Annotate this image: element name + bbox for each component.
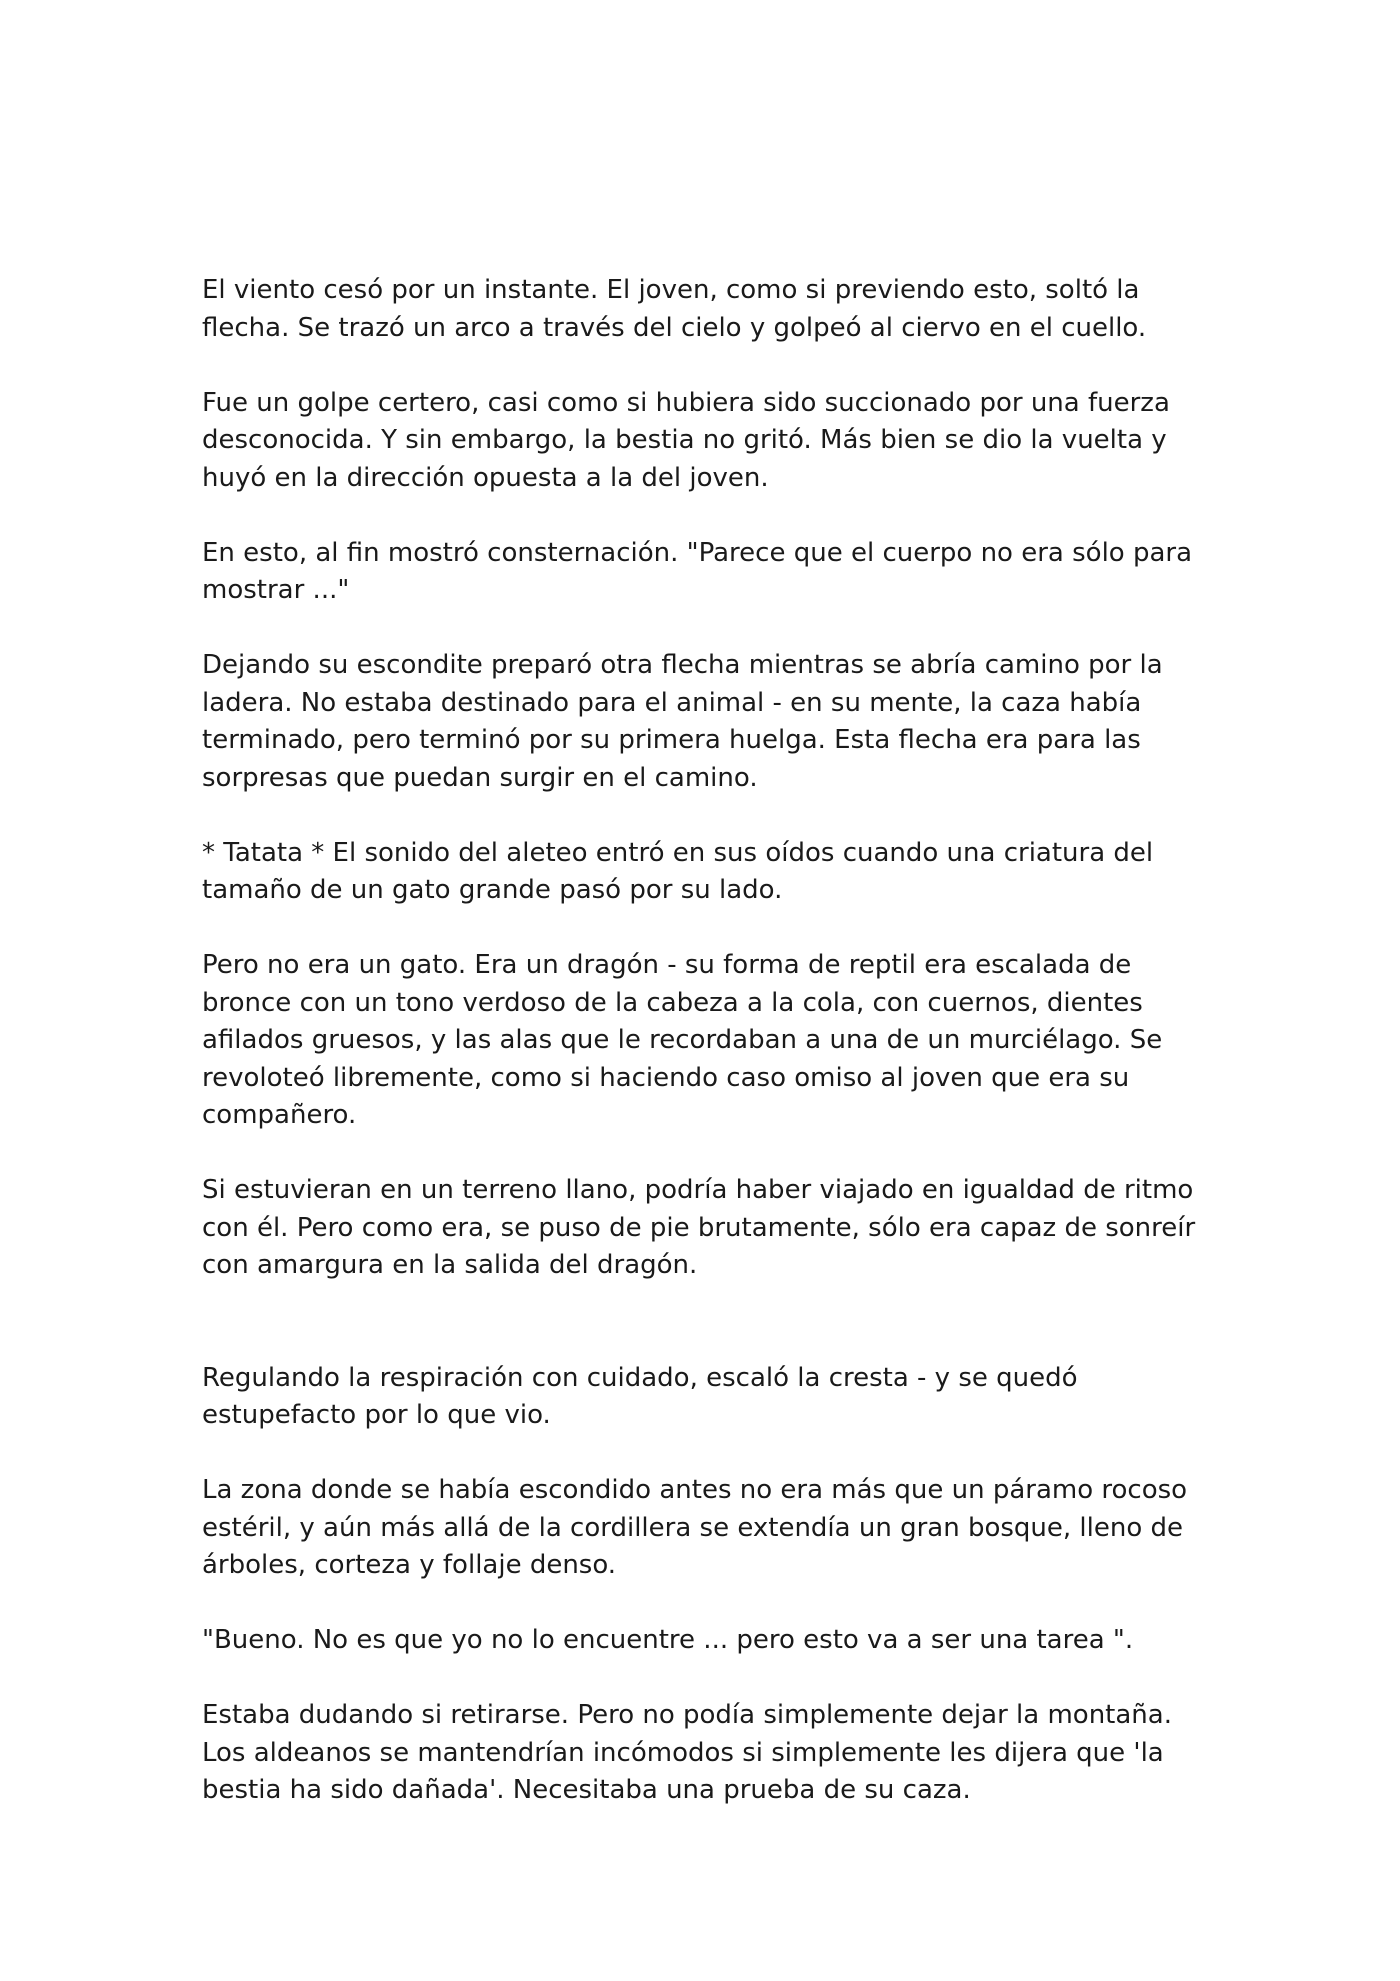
paragraph-9: La zona donde se había escondido antes no era más que un páramo rocoso estéril, y aún más allá de la cordillera se extendía un gran bosque, lleno de árboles, corteza y follaje denso.: [202, 1475, 1188, 1580]
paragraph-10: "Bueno. No es que yo no lo encuentre ... pero esto va a ser una tarea ".: [202, 1625, 1134, 1655]
paragraph-4: Dejando su escondite preparó otra flecha mientras se abría camino por la ladera. No estaba destinado para el animal - en su mente, la caza había terminado, pero terminó por su primera huelga. Esta flecha era para las sorpresas que puedan surgir en el camino.: [202, 650, 1163, 793]
paragraph-11: Estaba dudando si retirarse. Pero no podía simplemente dejar la montaña. Los aldeanos se mantendrían incómodos si simplemente les dijera que 'la bestia ha sido dañada'. Necesitaba una prueba de su caza.: [202, 1700, 1172, 1805]
paragraph-3: En esto, al fin mostró consternación. "Parece que el cuerpo no era sólo para mostrar ...": [202, 537, 1193, 605]
paragraph-5: * Tatata * El sonido del aleteo entró en sus oídos cuando una criatura del tamaño de un gato grande pasó por su lado.: [202, 837, 1154, 905]
paragraph-6: Pero no era un gato. Era un dragón - su forma de reptil era escalada de bronce con un tono verdoso de la cabeza a la cola, con cuernos, dientes afilados gruesos, y las alas que le recordaban a una de un murciélago. Se revoloteó libremente, como si haciendo caso omiso al joven que era su compañero.: [202, 950, 1163, 1130]
paragraph-1: El viento cesó por un instante. El joven, como si previendo esto, soltó la flecha. Se trazó un arco a través del cielo y golpeó al ciervo en el cuello.: [202, 275, 1147, 343]
paragraph-8: Regulando la respiración con cuidado, escaló la cresta - y se quedó estupefacto por lo que vio.: [202, 1362, 1078, 1430]
document-body: [202, 272, 1212, 1847]
paragraph-7: Si estuvieran en un terreno llano, podría haber viajado en igualdad de ritmo con él. Pero como era, se puso de pie brutamente, sólo era capaz de sonreír con amargura en la salida del dragón.: [202, 1175, 1196, 1280]
paragraph-2: Fue un golpe certero, casi como si hubiera sido succionado por una fuerza desconocida. Y sin embargo, la bestia no gritó. Más bien se dio la vuelta y huyó en la dirección opuesta a la del joven.: [202, 387, 1170, 493]
